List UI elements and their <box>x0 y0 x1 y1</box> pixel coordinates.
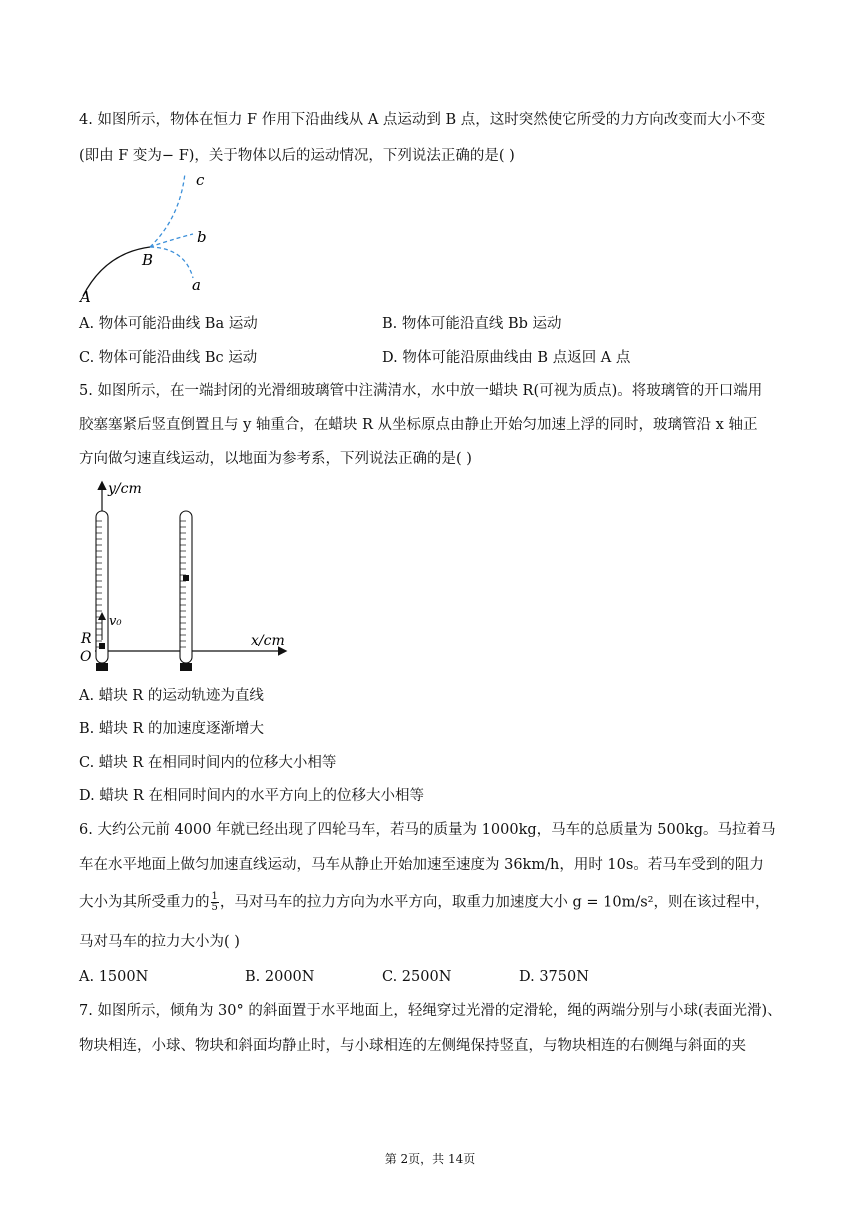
q6-option-b: B. 2000N <box>245 969 315 985</box>
q5-option-c: C. 蜡块 R 在相同时间内的位移大小相等 <box>79 755 337 771</box>
q4-option-d: D. 物体可能沿原曲线由 B 点返回 A 点 <box>382 350 631 366</box>
wax-block-right <box>183 575 189 581</box>
label-O: O <box>80 649 92 665</box>
tube-right <box>180 511 192 671</box>
page-footer: 第 2页，共 14页 <box>384 1152 476 1166</box>
q6-option-d: D. 3750N <box>519 969 589 985</box>
q6-line-3 <box>79 892 769 913</box>
q5-option-a: A. 蜡块 R 的运动轨迹为直线 <box>79 688 264 704</box>
q4-line-1: 4. 如图所示，物体在恒力 F 作用下沿曲线从 A 点运动到 B 点，这时突然使它所受的力方向改变而大小不变 <box>79 112 766 128</box>
label-R: R <box>81 631 92 647</box>
q5-option-d: D. 蜡块 R 在相同时间内的水平方向上的位移大小相等 <box>79 788 424 804</box>
q5-figure <box>75 477 295 677</box>
y-axis-label: y/cm <box>108 481 142 497</box>
q4-option-c: C. 物体可能沿曲线 Bc 运动 <box>79 350 258 366</box>
q6-line-3-end: ，马对马车的拉力方向为水平方向，取重力加速度大小 g = 10m/s²，则在该过程中， <box>219 894 770 911</box>
q6-line-4: 马对马车的拉力大小为( ) <box>79 934 240 950</box>
q7-line-1: 7. 如图所示，倾角为 30° 的斜面置于水平地面上，轻绳穿过光滑的定滑轮，绳的两端分别与小球(表面光滑)、 <box>79 1003 782 1019</box>
label-v0: v₀ <box>109 614 122 629</box>
dashed-Bc <box>150 173 185 247</box>
q5-option-b: B. 蜡块 R 的加速度逐渐增大 <box>79 721 265 737</box>
q6-line-1: 6. 大约公元前 4000 年就已经出现了四轮马车，若马的质量为 1000kg，马车的总质量为 500kg。马拉着马 <box>79 822 776 838</box>
curve-AB <box>83 247 150 296</box>
tube-left <box>96 511 108 671</box>
label-A: A <box>80 288 91 306</box>
label-b: b <box>197 228 207 246</box>
q7-line-2: 物块相连，小球、物块和斜面均静止时，与小球相连的左侧绳保持竖直，与物块相连的右侧绳与斜面的夹 <box>79 1038 746 1054</box>
q5-line-1: 5. 如图所示，在一端封闭的光滑细玻璃管中注满清水，水中放一蜡块 R(可视为质点)。将玻璃管的开口端用 <box>79 383 763 399</box>
q4-option-a: A. 物体可能沿曲线 Ba 运动 <box>79 316 258 332</box>
q5-line-3: 方向做匀速直线运动，以地面为参考系，下列说法正确的是( ) <box>79 451 472 467</box>
wax-block-left <box>99 643 105 649</box>
q4-option-b: B. 物体可能沿直线 Bb 运动 <box>382 316 562 332</box>
label-B: B <box>142 251 154 269</box>
label-a: a <box>192 276 201 294</box>
dashed-Ba <box>150 247 193 278</box>
q6-option-a: A. 1500N <box>79 969 149 985</box>
q5-line-2: 胶塞塞紧后竖直倒置且与 y 轴重合，在蜡块 R 从坐标原点由静止开始匀加速上浮的同时，玻璃管沿 x 轴正 <box>79 417 758 433</box>
q6-line-3-start: 大小为其所受重力的 <box>79 894 210 911</box>
x-axis-label: x/cm <box>251 633 285 649</box>
q6-line-2: 车在水平地面上做匀加速直线运动，马车从静止开始加速至速度为 36km/h，用时 10s。若马车受到的阻力 <box>79 857 764 873</box>
fraction-one-fifth: $\frac{1}{5}$ <box>211 891 218 913</box>
q6-option-c: C. 2500N <box>382 969 452 985</box>
q4-line-2: (即由 F 变为− F)，关于物体以后的运动情况，下列说法正确的是( ) <box>79 148 515 164</box>
q4-figure <box>75 168 235 308</box>
label-c: c <box>196 171 205 189</box>
